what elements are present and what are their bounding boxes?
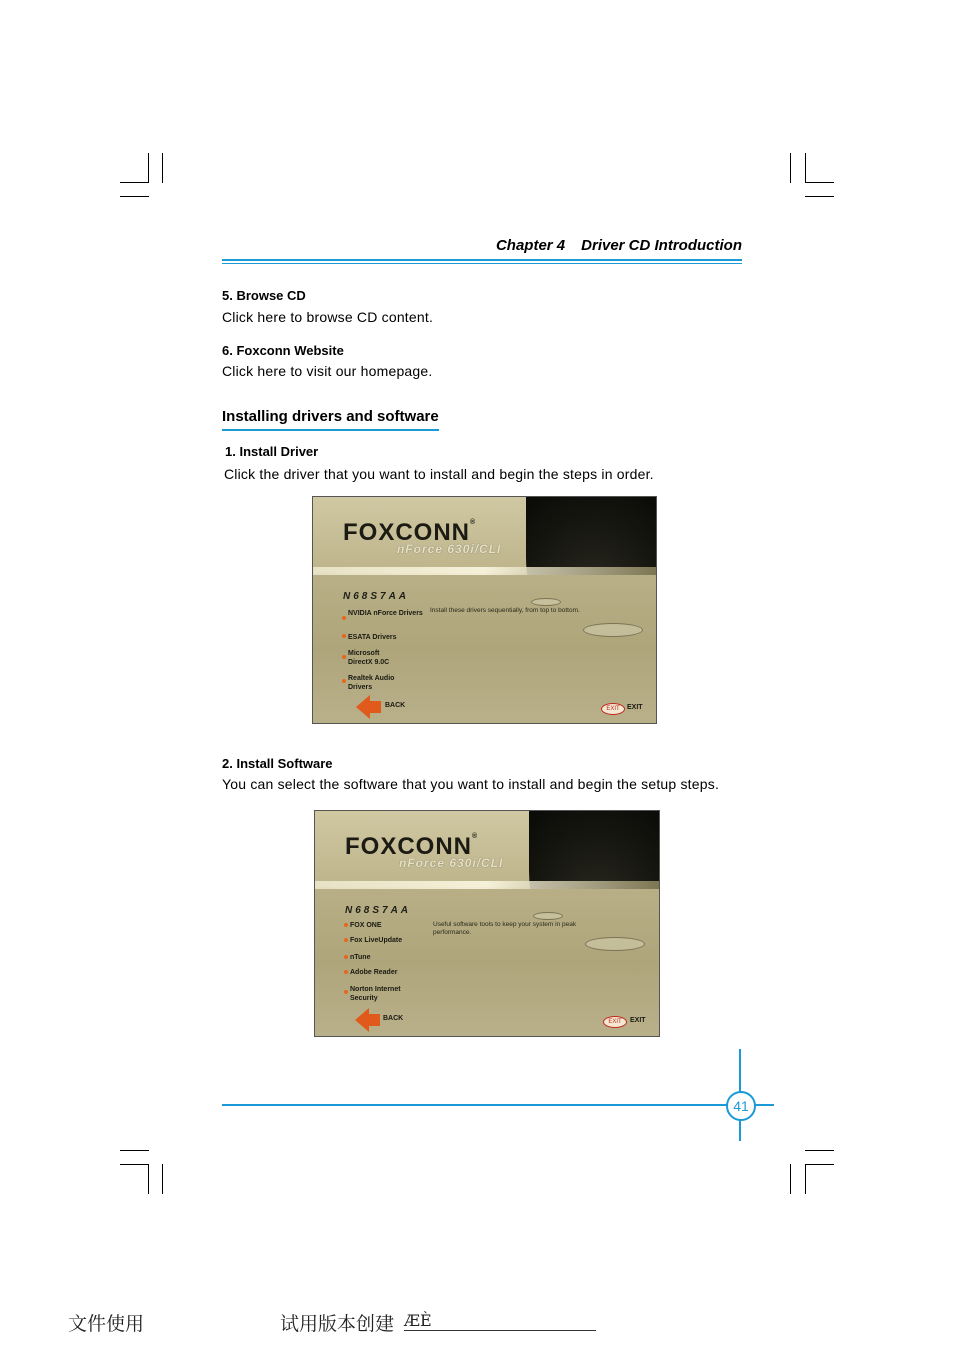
oval-decor <box>583 623 643 637</box>
crop-mark <box>148 1164 149 1194</box>
install-driver-heading: 1. Install Driver <box>225 444 319 459</box>
menu-item-fox-one[interactable]: FOX ONE <box>350 922 382 929</box>
website-text: Click here to visit our homepage. <box>222 363 433 379</box>
oval-decor <box>533 912 563 920</box>
crop-mark <box>805 153 806 183</box>
browse-cd-text: Click here to browse CD content. <box>222 309 434 325</box>
menu-item-directx[interactable]: Microsoft DirectX 9.0C <box>348 650 390 666</box>
chipset-subtitle: nForce 630i/CLI <box>397 542 502 556</box>
bullet-icon <box>344 938 348 942</box>
bullet-icon <box>344 990 348 994</box>
driver-menu-screenshot <box>312 496 657 724</box>
chapter-title: Driver CD Introduction <box>581 237 742 254</box>
oval-decor <box>531 598 561 606</box>
crop-mark <box>790 153 791 183</box>
bullet-icon <box>342 616 346 620</box>
crop-mark <box>805 1164 806 1194</box>
watermark-right: 试用版本创建 <box>280 1313 395 1335</box>
oval-decor <box>585 937 645 951</box>
crop-mark <box>790 1164 791 1194</box>
header-rule <box>222 259 742 261</box>
browse-cd-heading: 5. Browse CD <box>222 288 306 303</box>
crop-mark <box>162 153 163 183</box>
foxconn-logo: FOXCONN® <box>345 833 479 860</box>
menu-item-esata-drivers[interactable]: ESATA Drivers <box>348 634 397 641</box>
back-arrow-tail <box>369 701 381 713</box>
exit-icon[interactable]: EXIT <box>601 703 625 715</box>
bullet-icon <box>342 679 346 683</box>
bullet-icon <box>342 655 346 659</box>
back-arrow-icon[interactable] <box>355 1008 369 1032</box>
section-title: Installing drivers and software <box>222 408 439 431</box>
back-label[interactable]: BACK <box>385 702 406 709</box>
software-description: Useful software tools to keep your system in peak performance. <box>433 921 577 936</box>
model-name: N68S7AA <box>345 905 412 916</box>
chipset-subtitle: nForce 630i/CLI <box>399 856 504 870</box>
back-arrow-tail <box>368 1014 380 1026</box>
watermark-suffix: ÆÈ <box>404 1311 432 1330</box>
menu-item-norton[interactable]: Norton Internet Security <box>350 986 401 1002</box>
menu-item-ntune[interactable]: nTune <box>350 954 371 961</box>
install-driver-text: Click the driver that you want to install and begin the steps in order. <box>224 466 654 482</box>
website-heading: 6. Foxconn Website <box>222 343 344 358</box>
crop-mark <box>805 1164 834 1165</box>
crop-mark <box>805 196 834 197</box>
bullet-icon <box>344 923 348 927</box>
exit-icon[interactable]: EXIT <box>603 1016 627 1028</box>
crop-mark <box>120 182 149 183</box>
install-software-text: You can select the software that you want to install and begin the setup steps. <box>222 776 720 792</box>
chapter-number: Chapter 4 <box>495 237 566 254</box>
watermark-underline <box>404 1330 596 1331</box>
back-label[interactable]: BACK <box>383 1015 404 1022</box>
bullet-icon <box>344 955 348 959</box>
bullet-icon <box>344 970 348 974</box>
crop-mark <box>120 1150 149 1151</box>
exit-label[interactable]: EXIT <box>630 1017 646 1024</box>
crop-mark <box>148 153 149 183</box>
header-rule-thin <box>222 263 742 264</box>
back-arrow-icon[interactable] <box>356 695 370 719</box>
crop-mark <box>120 1164 149 1165</box>
foxconn-logo: FOXCONN® <box>343 519 477 546</box>
bullet-icon <box>342 634 346 638</box>
crop-mark <box>162 1164 163 1194</box>
crop-mark <box>805 1150 834 1151</box>
page-number: 41 <box>726 1091 756 1121</box>
menu-item-fox-liveupdate[interactable]: Fox LiveUpdate <box>350 937 403 944</box>
watermark-left: 文件使用 <box>68 1313 145 1335</box>
driver-description: Install these drivers sequentially, from top to bottom. <box>430 607 580 614</box>
install-software-heading: 2. Install Software <box>222 756 333 771</box>
menu-item-nvidia-drivers[interactable]: NVIDIA nForce Drivers <box>348 610 423 617</box>
menu-item-adobe-reader[interactable]: Adobe Reader <box>350 969 398 976</box>
model-name: N68S7AA <box>343 591 410 602</box>
crop-mark <box>805 182 834 183</box>
chapter-header <box>222 237 742 254</box>
software-menu-screenshot <box>314 810 660 1037</box>
menu-item-realtek-audio[interactable]: Realtek Audio Drivers <box>348 675 395 691</box>
footer-rule <box>222 1104 774 1106</box>
crop-mark <box>120 196 149 197</box>
exit-label[interactable]: EXIT <box>627 704 643 711</box>
